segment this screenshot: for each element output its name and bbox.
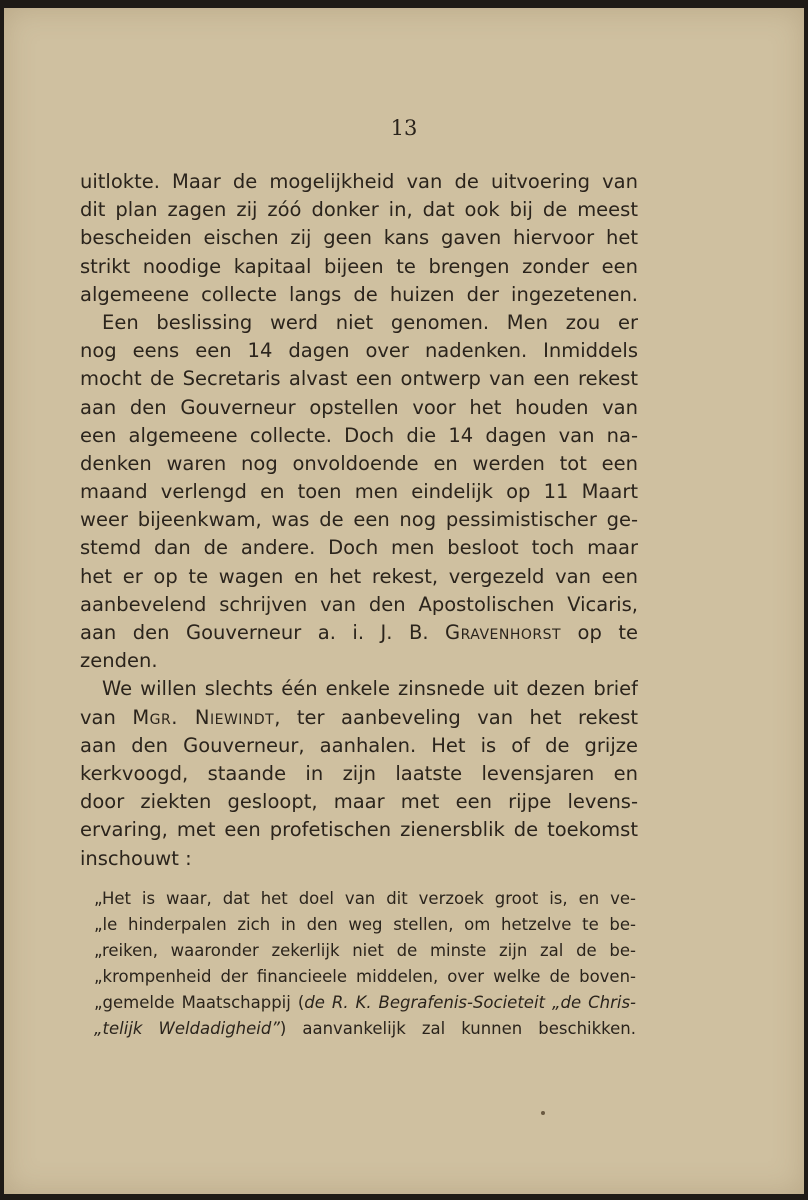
person-name: Gravenhorst (445, 621, 562, 644)
person-name: Mgr. Niewindt (132, 705, 275, 729)
book-page (4, 8, 804, 1194)
text-line: Een beslissing werd niet genomen. Men zou er (102, 310, 638, 334)
text-line: aanbevelend schrijven van den Apostolischen Vicaris, (80, 592, 638, 616)
text-segment: , ter aanbeveling van het rekest (274, 705, 638, 729)
text-line: We willen slechts één enkele zinsnede uit dezen brief (102, 677, 638, 701)
quote-line (94, 990, 636, 1016)
page-number: 13 (390, 116, 418, 140)
text-line: ervaring, met een profetischen zienersblik de toekomst (80, 818, 638, 842)
quote-line: „reiken, waaronder zekerlijk niet de minste zijn zal de be- (94, 941, 636, 960)
italic-title: „telijk Weldadigheid” (94, 1019, 280, 1038)
text-line: aan den Gouverneur opstellen voor het houden van (80, 395, 638, 419)
body-text (80, 168, 638, 873)
text-line: uitlokte. Maar de mogelijkheid van de uitvoering van (80, 170, 638, 193)
text-line: het er op te wagen en het rekest, vergezeld van een (80, 564, 638, 588)
text-line: maand verlengd en toen men eindelijk op 11 Maart (80, 480, 638, 504)
text-segment: aan den Gouverneur a. i. J. B. (80, 621, 446, 644)
text-line: kerkvoogd, staande in zijn laatste levensjaren en (80, 761, 638, 785)
text-line (80, 619, 638, 647)
text-line: door ziekten gesloopt, maar met een rijpe levens- (80, 790, 638, 814)
text-line: algemeene collecte langs de huizen der ingezetenen. (80, 282, 638, 306)
text-segment: „gemelde Maatschappij ( (94, 993, 305, 1012)
text-line: dit plan zagen zij zóó donker in, dat ook bij de meest (80, 198, 638, 222)
text-line: bescheiden eischen zij geen kans gaven hiervoor het (80, 226, 638, 250)
text-line (80, 704, 638, 732)
text-line: inschouwt : (80, 846, 192, 870)
block-quote (94, 886, 636, 1042)
text-line: weer bijeenkwam, was de een nog pessimistischer ge- (80, 508, 638, 532)
text-line: mocht de Secretaris alvast een ontwerp van een rekest (80, 367, 638, 391)
quote-line (94, 1016, 636, 1042)
text-segment: van (80, 705, 133, 729)
text-line: zenden. (80, 649, 158, 673)
quote-line: „le hinderpalen zich in den weg stellen, om hetzelve te be- (94, 915, 636, 934)
text-line: strikt noodige kapitaal bijeen te brengen zonder een (80, 254, 638, 278)
paper-speck (541, 1111, 545, 1115)
italic-title: de R. K. Begrafenis-Societeit „de Chris- (304, 993, 636, 1012)
text-line: stemd dan de andere. Doch men besloot toch maar (80, 536, 638, 560)
text-segment: op te (561, 621, 638, 644)
text-segment: ) aanvankelijk zal kunnen beschikken. (279, 1019, 636, 1038)
text-line: aan den Gouverneur, aanhalen. Het is of de grijze (80, 733, 638, 757)
text-line: een algemeene collecte. Doch die 14 dagen van na- (80, 423, 638, 447)
text-line: denken waren nog onvoldoende en werden tot een (80, 451, 638, 475)
quote-line: „krompenheid der financieele middelen, over welke de boven- (94, 967, 636, 986)
quote-line: „Het is waar, dat het doel van dit verzoek groot is, en ve- (94, 889, 636, 908)
text-line: nog eens een 14 dagen over nadenken. Inmiddels (80, 339, 638, 363)
